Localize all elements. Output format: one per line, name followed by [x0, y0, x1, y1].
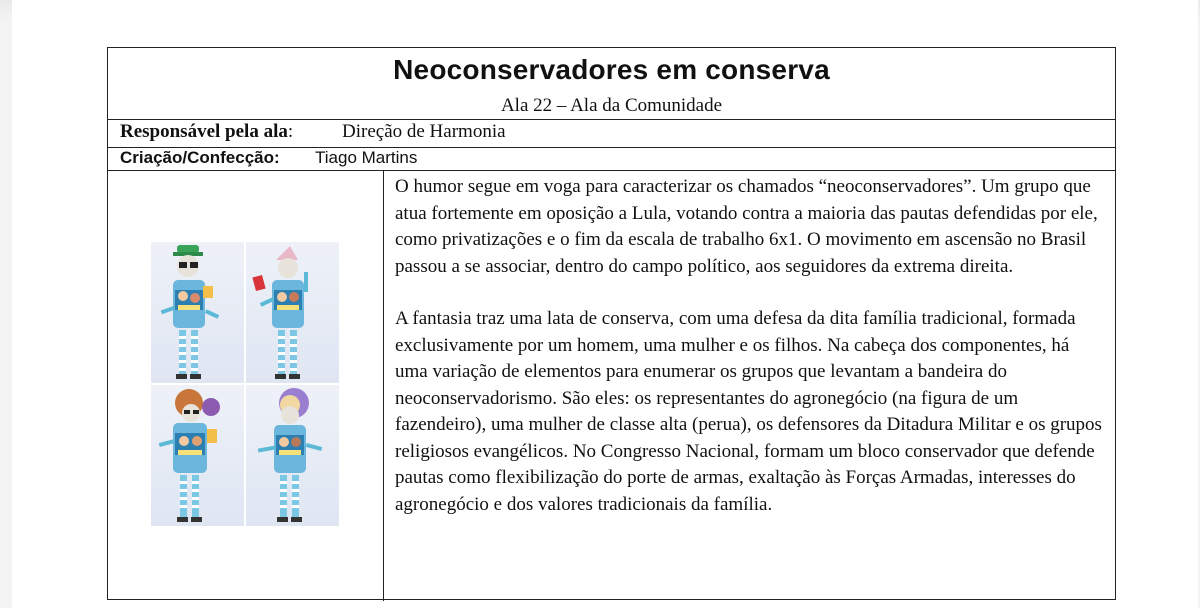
document-title: Neoconservadores em conserva [393, 54, 830, 85]
title-row [108, 48, 1115, 120]
description-text [395, 174, 1105, 544]
column-divider [383, 170, 384, 601]
responsavel-label: Responsável pela ala: [120, 121, 294, 142]
responsavel-value: Direção de Harmonia [342, 121, 506, 142]
criacao-value: Tiago Martins [315, 148, 418, 167]
costume-info-table [107, 47, 1116, 600]
costume-photo-farmer [150, 241, 245, 384]
criacao-row [108, 147, 1115, 171]
criacao-label: Criação/Confecção: [120, 148, 280, 167]
document-subtitle: Ala 22 – Ala da Comunidade [500, 95, 723, 116]
responsavel-row [108, 119, 1115, 148]
description-row [108, 170, 1115, 601]
costume-photo-evangelical [245, 384, 340, 527]
costume-photo-military [245, 241, 340, 384]
description-paragraph-2: A fantasia traz uma lata de conserva, com uma defesa da dita família tradicional, formada exclusivamente por um homem, uma mulher e os filhos. Na cabeça dos componentes, há uma variação de elementos para enumerar os grupos que levantam a bandeira do neoconservadorismo. São eles: os representantes do agronegócio (na figura de um fazendeiro), uma mulher de classe alta (perua), os defensores da Ditadura Militar e os grupos religiosos evangélicos. No Congresso Nacional, formam um bloco conservador que defende pautas como flexibilização do porte de armas, exaltação às Forças Armadas, interesses do agronegócio e dos valores tradicionais da família. [395, 308, 1102, 515]
costume-photo-grid [150, 241, 340, 527]
costume-photo-perua [150, 384, 245, 527]
description-paragraph-1: O humor segue em voga para caracterizar os chamados “neoconservadores”. Um grupo que atua fortemente em oposição a Lula, votando contra a maioria das pautas defendidas por ele, como privatizações e o fim da escala de trabalho 6x1. O movimento em ascensão no Brasil passou a se associar, dentro do campo político, aos seguidores da extrema direita. [395, 176, 1098, 277]
